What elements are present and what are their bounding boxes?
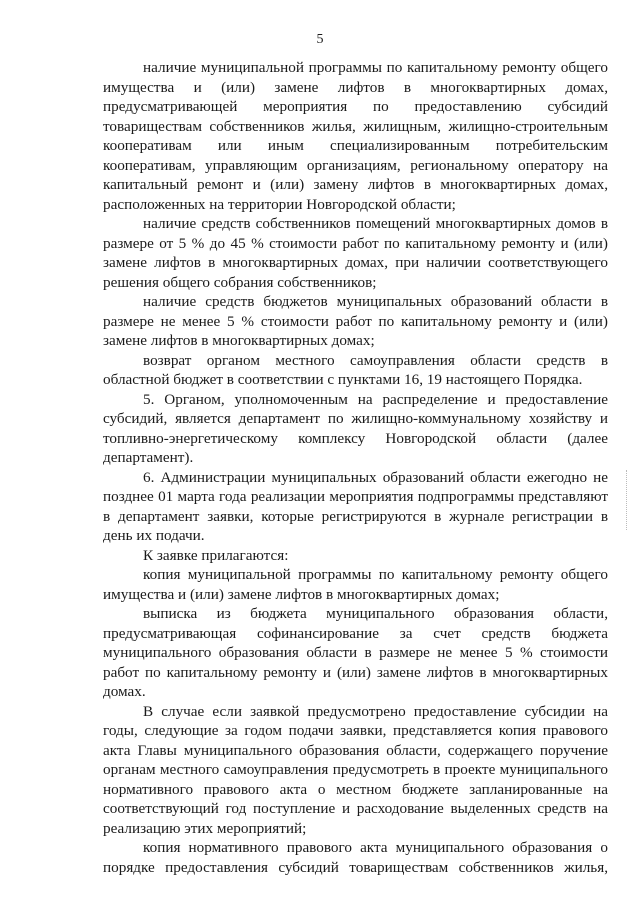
paragraph-municipal-program: наличие муниципальной программы по капитальному ремонту общего имущества и (или) замене лифтов в многоквартирных домах, предусматривающей мероприятия по предоставлению субсидий товариществам собственников жилья, жилищным, жилищно-строительным кооперативам или иным специализированным потребительским кооперативам, управляющим организациям, региональному оператору на капитальный ремонт и (или) замену лифтов в многоквартирных домах, расположенных на территории Новгородской области;: [103, 59, 608, 213]
paragraph-budget-extract: выписка из бюджета муниципального образования области, предусматривающая софинансирование за счет средств бюджета муниципального образования области в размере не менее 5 % стоимости работ по капитальному ремонту и (или) замене лифтов в многоквартирных домах.: [103, 605, 608, 700]
paragraph-funds-return: возврат органом местного самоуправления области средств в областной бюджет в соответствии с пунктами 16, 19 настоящего Порядка.: [103, 351, 608, 388]
paragraph-normative-act-copy: копия нормативного правового акта муниципального образования о порядке предоставления субсидий товариществам собственников жилья,: [103, 839, 608, 876]
paragraph-municipal-budgets: наличие средств бюджетов муниципальных образований области в размере не менее 5 % стоимости работ по капитальному ремонту и (или) замене лифтов в многоквартирных домах;: [103, 293, 608, 349]
paragraph-program-copy: копия муниципальной программы по капитальному ремонту общего имущества и (или) замене лифтов в многоквартирных домах;: [103, 566, 608, 603]
paragraph-item-5: 5. Органом, уполномоченным на распределение и предоставление субсидий, является департамент по жилищно-коммунальному хозяйству и топливно-энергетическому комплексу Новгородской области (далее департамент).: [103, 390, 608, 466]
scan-edge-mark: [626, 470, 630, 530]
paragraph-owners-funds: наличие средств собственников помещений многоквартирных домов в размере от 5 % до 45 % стоимости работ по капитальному ремонту и (или) замене лифтов в многоквартирных домах, при наличии соответствующего решения общего собрания собственников;: [103, 215, 608, 291]
paragraph-item-6: 6. Администрации муниципальных образований области ежегодно не позднее 01 марта года реализации мероприятия подпрограммы представляют в департамент заявки, которые регистрируются в журнале регистрации в день их подачи.: [103, 468, 608, 544]
document-body: [103, 58, 608, 877]
paragraph-legal-act-copy: В случае если заявкой предусмотрено предоставление субсидии на годы, следующие за годом подачи заявки, представляется копия правового акта Главы муниципального образования области, содержащего поручение органам местного самоуправления предусмотреть в проекте муниципального нормативного правового акта о местном бюджете запланированные на соответствующий год поступление и расходование выделенных средств на реализацию этих мероприятий;: [103, 702, 608, 837]
page-number: 5: [316, 32, 324, 47]
paragraph-attachments-intro: К заявке прилагаются:: [143, 546, 289, 564]
